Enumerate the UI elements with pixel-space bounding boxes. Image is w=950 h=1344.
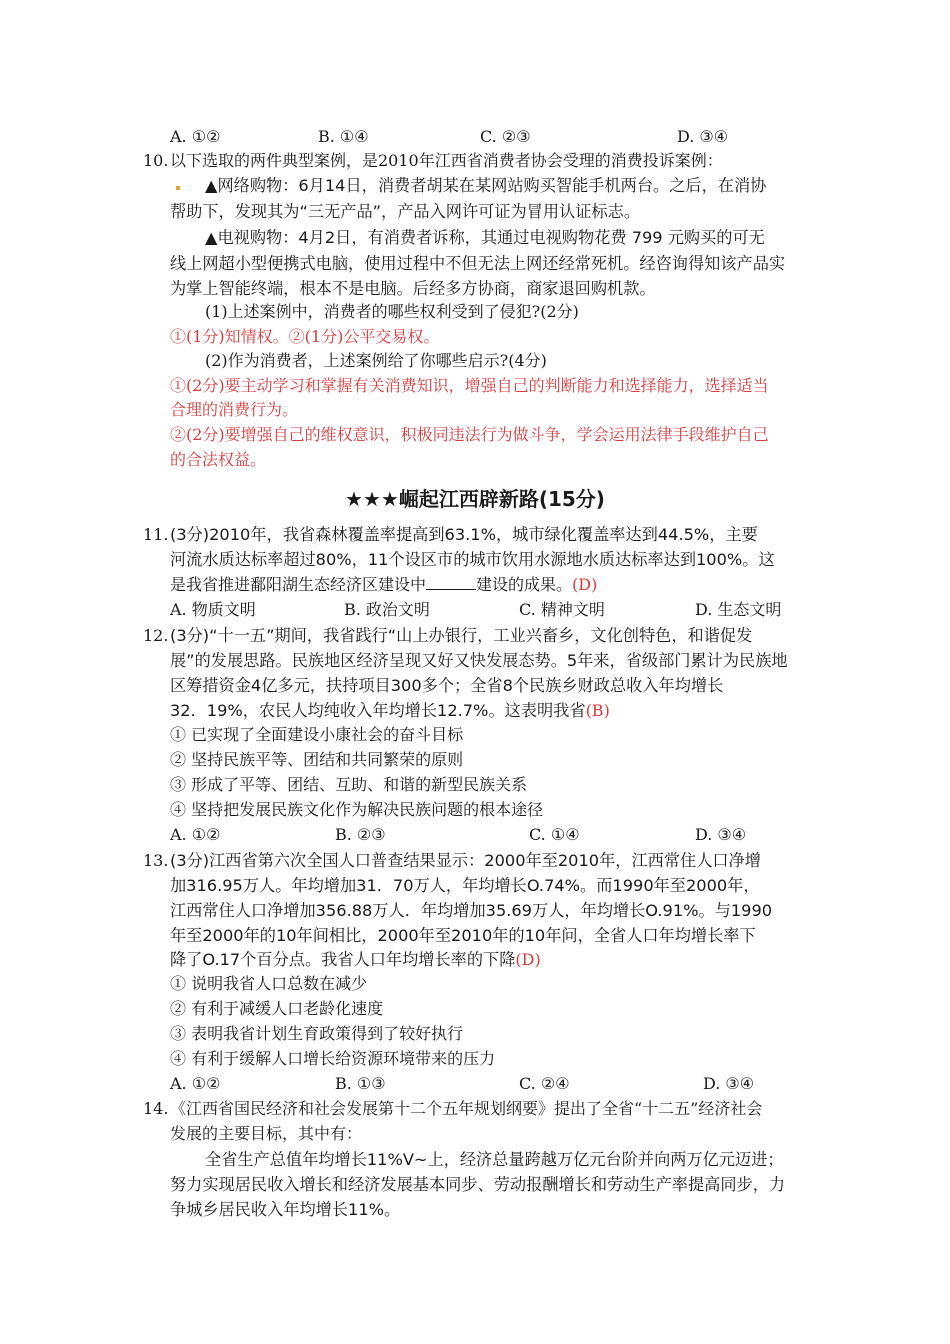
q12-option-d: D. ③④ [695, 825, 747, 844]
q9-option-c: C. ②③ [480, 127, 531, 146]
q14-paragraph-line3: 争城乡居民收入年均增长11%。 [170, 1200, 401, 1219]
q9-option-b: B. ①④ [318, 127, 369, 146]
q11-line3-tail: 建设的成果。 [476, 575, 573, 594]
q13-item-4: ④ 有利于缓解人口增长给资源环境带来的压力 [170, 1049, 496, 1068]
q14-paragraph-line1: 全省生产总值年均增长11%V~上，经济总量跨越万亿元台阶并向两万亿元迈进； [205, 1150, 784, 1169]
q10-case2-line2: 线上网超小型便携式电脑，使用过程中不但无法上网还经常死机。经咨询得知该产品实 [170, 254, 786, 273]
q11-option-d: D. 生态文明 [695, 600, 782, 619]
q11-option-b: B. 政治文明 [344, 600, 430, 619]
q9-option-d: D. ③④ [677, 127, 729, 146]
q10-case1-line2: 帮助下，发现其为“三无产品”，产品入网许可证为冒用认证标志。 [170, 202, 641, 221]
q11-answer: (D) [572, 575, 598, 594]
q11-line1: (3分)2010年，我省森林覆盖率提高到63.1%，城市绿化覆盖率达到44.5%，主要 [170, 525, 758, 544]
bullet-mark [176, 186, 180, 190]
q10-case2-line1: ▲电视购物：4月2日，有消费者诉称，其通过电视购物花费 799 元购买的可无 [205, 228, 765, 247]
q12-line3: 区筹措资金4亿多元，扶持项目300多个；全省8个民族乡财政总收入年均增长 [170, 676, 724, 695]
q13-line1: (3分)江西省第六次全国人口普查结果显示：2000年至2010年，江西常住人口净增 [170, 851, 761, 870]
q12-item-2: ② 坚持民族平等、团结和共同繁荣的原则 [170, 750, 464, 769]
q10-answer-2-line1: ①(2分)要主动学习和掌握有关消费知识，增强自己的判断能力和选择能力，选择适当 [170, 376, 769, 395]
q9-option-a: A. ①② [170, 127, 221, 146]
q10-stem: 以下选取的两件典型案例，是2010年江西省消费者协会受理的消费投诉案例： [170, 151, 723, 170]
q14-line1: 《江西省国民经济和社会发展第十二个五年规划纲要》提出了全省“十二五”经济社会 [170, 1099, 763, 1118]
q10-answer-3-line2: 的合法权益。 [170, 450, 267, 469]
q13-option-d: D. ③④ [703, 1074, 755, 1093]
section-heading: ★★★崛起江西辟新路(15分) [345, 487, 605, 511]
q13-answer: (D) [515, 950, 541, 969]
q12-option-b: B. ②③ [335, 825, 386, 844]
q10-case1-line1: ▲网络购物：6月14日，消费者胡某在某网站购买智能手机两台。之后，在消协 [205, 176, 767, 195]
q14-line2: 发展的主要目标，其中有： [170, 1124, 363, 1143]
q12-item-3: ③ 形成了平等、团结、互助、和谐的新型民族关系 [170, 775, 528, 794]
answer-blank [426, 575, 476, 590]
q14-number: 14. [143, 1099, 169, 1118]
q11-line3-text: 是我省推进鄱阳湖生态经济区建设中 [170, 575, 427, 594]
q13-number: 13. [143, 851, 169, 870]
q10-number: 10. [143, 151, 169, 170]
q10-answer-3-line1: ②(2分)要增强自己的维权意识，积极同违法行为做斗争，学会运用法律手段维护自己 [170, 425, 769, 444]
q12-item-4: ④ 坚持把发展民族文化作为解决民族问题的根本途径 [170, 800, 544, 819]
q11-number: 11. [143, 525, 169, 544]
q13-item-2: ② 有利于减缓人口老龄化速度 [170, 999, 384, 1018]
q12-line1: (3分)“十一五”期间，我省践行“山上办银行，工业兴畜乡，文化创特色，和谐促发 [170, 626, 753, 645]
q13-line2: 加316.95万人。年均增加31．70万人，年均增长O.74%。而1990年至2000年， [170, 876, 760, 895]
q10-case2-line3: 为掌上智能终端，根本不是电脑。后经多方协商，商家退回购机款。 [170, 279, 656, 298]
q12-line2: 展”的发展思路。民族地区经济呈现又好又快发展态势。5年来，省级部门累计为民族地 [170, 651, 788, 670]
q13-item-3: ③ 表明我省计划生育政策得到了较好执行 [170, 1024, 464, 1043]
q10-answer-1: ①(1分)知情权。②(1分)公平交易权。 [170, 327, 440, 346]
q10-sub-question-2: (2)作为消费者，上述案例给了你哪些启示?(4分) [205, 351, 547, 370]
q11-option-a: A. 物质文明 [170, 600, 256, 619]
q14-paragraph-line2: 努力实现居民收入增长和经济发展基本同步、劳动报酬增长和劳动生产率提高同步，力 [170, 1175, 786, 1194]
q12-option-c: C. ①④ [529, 825, 580, 844]
q11-option-c: C. 精神文明 [519, 600, 605, 619]
q11-line2: 河流水质达标率超过80%，11个设区市的城市饮用水源地水质达标率达到100%。这 [170, 550, 775, 569]
q13-item-1: ① 说明我省人口总数在减少 [170, 974, 368, 993]
q12-answer: (B) [585, 701, 610, 720]
q12-option-a: A. ①② [170, 825, 221, 844]
q13-line3: 江西常住人口净增加356.88万人．年均增加35.69万人，年均增长O.91%。与1990 [170, 901, 773, 920]
q11-line3 [170, 574, 810, 596]
q13-line4: 年至2000年的10年间相比，2000年至2010年的10年问，全省人口年均增长率下 [170, 926, 756, 945]
q12-number: 12. [143, 626, 169, 645]
q13-option-a: A. ①② [170, 1074, 221, 1093]
q13-option-b: B. ①③ [335, 1074, 386, 1093]
q13-line5 [170, 949, 810, 971]
q12-line4 [170, 700, 810, 722]
q10-sub-question-1: (1)上述案例中，消费者的哪些权利受到了侵犯?(2分) [205, 302, 579, 321]
q13-line5-text: 降了O.17个百分点。我省人口年均增长率的下降 [170, 950, 516, 969]
q12-line4-text: 32．19%，农民人均纯收入年均增长12.7%。这表明我省 [170, 701, 586, 720]
q13-option-c: C. ②④ [519, 1074, 570, 1093]
q12-item-1: ① 已实现了全面建设小康社会的奋斗目标 [170, 725, 464, 744]
q10-answer-2-line2: 合理的消费行为。 [170, 400, 299, 419]
